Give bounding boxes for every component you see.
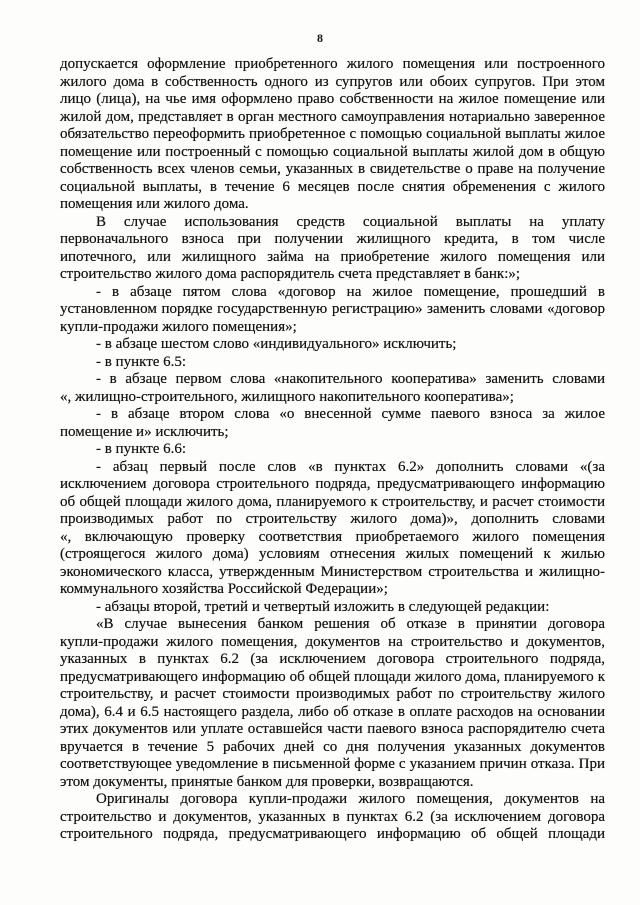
text-line: - в абзаце первом слова «накопительного кооператива» заменить словами xyxy=(96,371,605,387)
text-line-row xyxy=(60,301,605,319)
text-line-row xyxy=(60,774,605,792)
text-line-row xyxy=(60,476,605,494)
text-line-row xyxy=(60,739,605,757)
text-line: коммунального хозяйства Российской Федерации»; xyxy=(60,581,388,597)
text-line-row xyxy=(60,214,605,232)
text-line-row xyxy=(60,634,605,652)
text-line: купли-продажи жилого помещения»; xyxy=(60,318,297,335)
text-line-row xyxy=(60,74,605,92)
text-line-row xyxy=(60,599,605,617)
text-line-row xyxy=(60,371,605,389)
text-line: - в пункте 6.6: xyxy=(96,441,187,457)
text-line-row xyxy=(60,91,605,109)
text-line: помещения или жилого дома. xyxy=(60,196,249,212)
text-line-row xyxy=(60,494,605,512)
text-line: Оригиналы договора купли-продажи жилого помещения, документов на xyxy=(96,791,605,807)
paragraph xyxy=(60,406,605,441)
paragraph xyxy=(60,214,605,284)
text-line-row xyxy=(60,354,605,372)
text-line: строительству, и расчет стоимости производимых работ по строительству жилого xyxy=(60,686,605,702)
text-line: - в абзаце пятом слова «договор на жилое помещение, прошедший в xyxy=(96,283,605,300)
text-line-row xyxy=(60,511,605,529)
text-line-row xyxy=(60,546,605,564)
text-line: социальной выплаты, в течение 6 месяцев после снятия обременения с жилого xyxy=(60,178,605,195)
text-line: «, включающую проверку соответствия приобретаемого жилого помещения xyxy=(60,528,605,545)
text-line: экономического класса, утвержденным Министерством строительства и жилищно- xyxy=(60,563,605,580)
text-line-row xyxy=(60,161,605,179)
text-line: этом документы, принятые банком для проверки, возвращаются. xyxy=(60,773,474,790)
text-line-row xyxy=(60,826,605,844)
paragraph xyxy=(60,284,605,337)
paragraph xyxy=(60,371,605,406)
paragraph xyxy=(60,791,605,844)
text-line: строительство и документов, указанных в пунктах 6.2 (за исключением договора xyxy=(60,808,605,825)
text-line: исключением договора строительного подряда, предусматривающего информацию xyxy=(60,476,605,492)
text-line: соответствующее уведомление в письменной форме с указанием причин отказа. При xyxy=(60,756,605,772)
text-line: купли-продажи жилого помещения, документов на строительство и документов, xyxy=(60,633,605,650)
text-line: - абзац первый после слов «в пунктах 6.2» дополнить словами «(за xyxy=(96,458,605,475)
text-line: строительного подряда, предусматривающего информацию об общей площади xyxy=(60,826,605,842)
text-line-row xyxy=(60,721,605,739)
text-line-row xyxy=(60,336,605,354)
text-line-row xyxy=(60,459,605,477)
text-line-row xyxy=(60,144,605,162)
text-line-row xyxy=(60,809,605,827)
text-line-row xyxy=(60,231,605,249)
text-line-row xyxy=(60,441,605,459)
text-line: указанных в пунктах 6.2 (за исключением договора строительного подряда, xyxy=(60,651,605,667)
text-line-row xyxy=(60,424,605,442)
text-line: (строящегося жилого дома) условиям отнесения жилых помещений к жилью xyxy=(60,546,605,562)
text-line-row xyxy=(60,284,605,302)
text-line-row xyxy=(60,686,605,704)
text-line: - в абзаце втором слова «о внесенной сумме паевого взноса за жилое xyxy=(96,406,605,422)
text-line-row xyxy=(60,109,605,127)
text-line-row xyxy=(60,529,605,547)
text-line: - абзацы второй, третий и четвертый изложить в следующей редакции: xyxy=(96,598,550,615)
text-line: установленном порядке государственную регистрацию» заменить словами «договор xyxy=(60,301,605,317)
text-line: - в абзаце шестом слово «индивидуального» исключить; xyxy=(96,336,457,352)
paragraph xyxy=(60,354,605,372)
text-line-row xyxy=(60,406,605,424)
text-line: обязательство переоформить приобретенное с помощью социальной выплаты жилое xyxy=(60,126,605,142)
text-line-row xyxy=(60,704,605,722)
text-line-row xyxy=(60,319,605,337)
text-line: В случае использования средств социальной выплаты на уплату xyxy=(96,213,605,230)
text-line: строительство жилого дома распорядитель счета представляет в банк:»; xyxy=(60,266,521,282)
text-line: собственность всех членов семьи, указанных в свидетельстве о праве на получение xyxy=(60,161,605,177)
paragraph xyxy=(60,459,605,599)
text-line: «, жилищно-строительного, жилищного накопительного кооператива»; xyxy=(60,388,514,405)
text-line-row xyxy=(60,266,605,284)
paragraph xyxy=(60,599,605,617)
text-line-row xyxy=(60,651,605,669)
text-line: помещение и» исключить; xyxy=(60,423,229,440)
text-line: «В случае вынесения банком решения об отказе в принятии договора xyxy=(96,616,605,632)
text-line: допускается оформление приобретенного жилого помещения или построенного xyxy=(60,56,605,72)
paragraph xyxy=(60,441,605,459)
text-line: этих документов или уплате оставшейся части паевого взноса распорядителю счета xyxy=(60,721,605,737)
text-line: об общей площади жилого дома, планируемого к строительству, и расчет стоимости xyxy=(60,493,605,510)
text-line-row xyxy=(60,126,605,144)
page-number: 8 xyxy=(317,31,323,45)
text-line: - в пункте 6.5: xyxy=(96,353,187,370)
text-line: помещение или построенный с помощью социальной выплаты жилой дом в общую xyxy=(60,143,605,160)
text-line: жилой дом, представляет в орган местного самоуправления нотариально заверенное xyxy=(60,108,605,125)
text-line-row xyxy=(60,616,605,634)
text-line: жилого дома в собственность одного из супругов или обоих супругов. При этом xyxy=(60,73,605,90)
text-line-row xyxy=(60,791,605,809)
paragraph xyxy=(60,336,605,354)
text-line-row xyxy=(60,196,605,214)
text-line: ипотечного, или жилищного займа на приобретение жилого помещения или xyxy=(60,248,605,265)
text-line: дома), 6.4 и 6.5 настоящего раздела, либо об отказе в оплате расходов на основании xyxy=(60,703,605,720)
text-line-row xyxy=(60,669,605,687)
text-line-row xyxy=(60,56,605,74)
text-line-row xyxy=(60,389,605,407)
text-line: предусматривающего информацию об общей площади жилого дома, планируемого к xyxy=(60,668,605,685)
text-line-row xyxy=(60,756,605,774)
document-body xyxy=(60,56,605,844)
text-line: производимых работ по строительству жилого дома)», дополнить словами xyxy=(60,511,605,527)
text-line-row xyxy=(60,564,605,582)
text-line: лицо (лица), на чье имя оформлено право собственности на жилое помещение или xyxy=(60,91,605,107)
text-line-row xyxy=(60,581,605,599)
text-line: первоначального взноса при получении жилищного кредита, в том числе xyxy=(60,231,605,247)
text-line-row xyxy=(60,179,605,197)
paragraph xyxy=(60,56,605,214)
text-line-row xyxy=(60,249,605,267)
paragraph xyxy=(60,616,605,791)
text-line: вручается в течение 5 рабочих дней со дня получения указанных документов xyxy=(60,738,605,755)
